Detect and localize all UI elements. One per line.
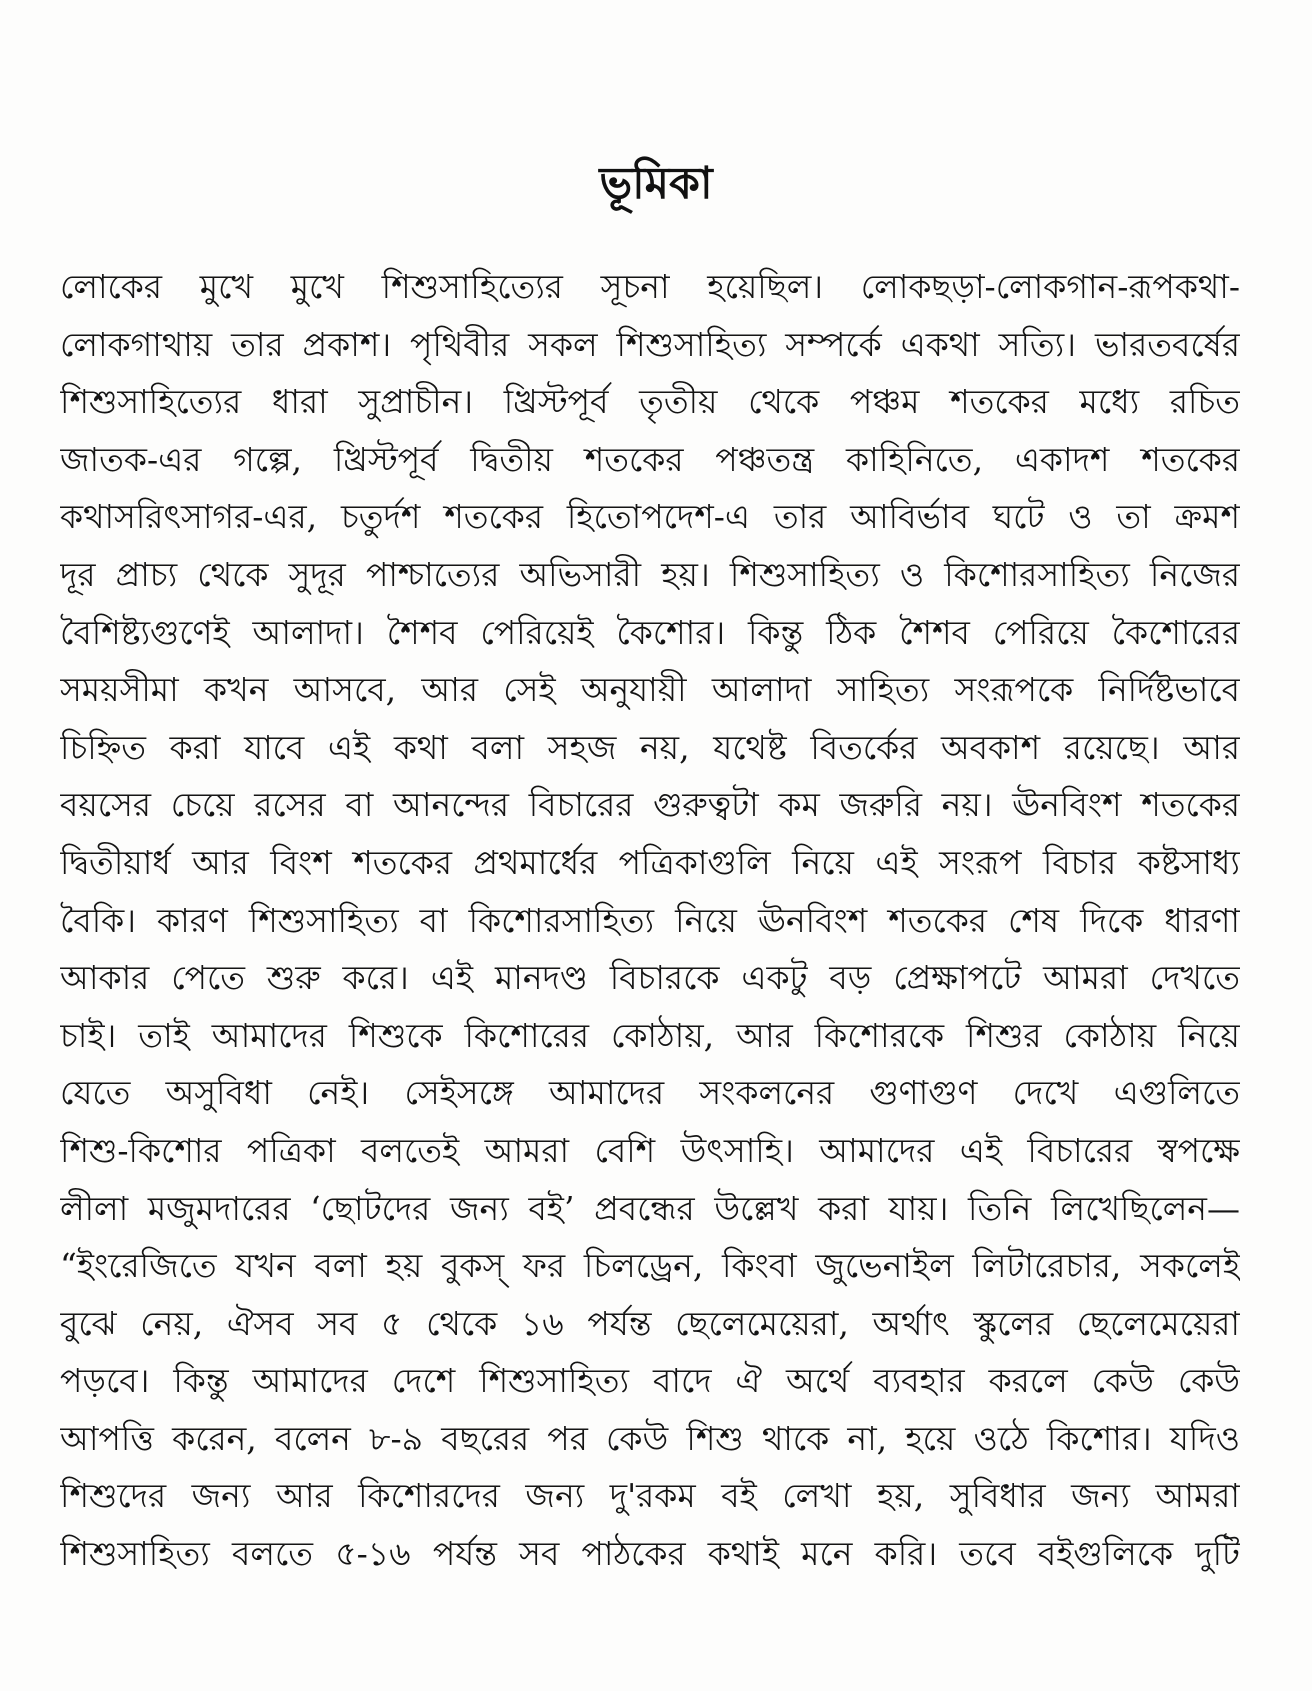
page-title: ভূমিকা [599,158,713,209]
text-line: বৈকি। কারণ শিশুসাহিত্য বা কিশোরসাহিত্য নিয়ে ঊনবিংশ শতকের শেষ দিকে ধারণা [60,900,1240,940]
text-line: আকার পেতে শুরু করে। এই মানদণ্ড বিচারকে একটু বড় প্রেক্ষাপটে আমরা দেখতে [60,958,1240,998]
text-line: যেতে অসুবিধা নেই। সেইসঙ্গে আমাদের সংকলনের গুণাগুণ দেখে এগুলিতে [60,1073,1240,1113]
text-line: বয়সের চেয়ে রসের বা আনন্দের বিচারের গুরুত্বটা কম জরুরি নয়। ঊনবিংশ শতকের [60,785,1240,825]
text-line: কথাসরিৎসাগর-এর, চতুর্দশ শতকের হিতোপদেশ-এ তার আবির্ভাব ঘটে ও তা ক্রমশ [60,497,1240,537]
text-line: “ইংরেজিতে যখন বলা হয় বুকস্ ফর চিলড্রেন, কিংবা জুভেনাইল লিটারেচার, সকলেই [60,1246,1240,1286]
text-line: পড়বে। কিন্তু আমাদের দেশে শিশুসাহিত্য বাদে ঐ অর্থে ব্যবহার করলে কেউ কেউ [60,1361,1240,1401]
text-line: শিশুসাহিত্যের ধারা সুপ্রাচীন। খ্রিস্টপূর্ব তৃতীয় থেকে পঞ্চম শতকের মধ্যে রচিত [60,382,1240,422]
text-line: দ্বিতীয়ার্ধ আর বিংশ শতকের প্রথমার্ধের পত্রিকাগুলি নিয়ে এই সংরূপ বিচার কষ্টসাধ্য [60,842,1240,882]
text-line: চাই। তাই আমাদের শিশুকে কিশোরের কোঠায়, আর কিশোরকে শিশুর কোঠায় নিয়ে [60,1015,1240,1055]
text-line: জাতক-এর গল্পে, খ্রিস্টপূর্ব দ্বিতীয় শতকের পঞ্চতন্ত্র কাহিনিতে, একাদশ শতকের [60,439,1240,479]
text-line: চিহ্নিত করা যাবে এই কথা বলা সহজ নয়, যথেষ্ট বিতর্কের অবকাশ রয়েছে। আর [60,727,1240,767]
body-paragraph [60,258,1240,1583]
text-line: সময়সীমা কখন আসবে, আর সেই অনুযায়ী আলাদা সাহিত্য সংরূপকে নির্দিষ্টভাবে [60,670,1240,710]
text-line: লোকগাথায় তার প্রকাশ। পৃথিবীর সকল শিশুসাহিত্য সম্পর্কে একথা সত্যি। ভারতবর্ষের [60,324,1240,364]
text-line: শিশু-কিশোর পত্রিকা বলতেই আমরা বেশি উৎসাহি। আমাদের এই বিচারের স্বপক্ষে [60,1130,1240,1170]
text-line: বুঝে নেয়, ঐসব সব ৫ থেকে ১৬ পর্যন্ত ছেলেমেয়েরা, অর্থাৎ স্কুলের ছেলেমেয়েরা [60,1303,1240,1343]
text-line: শিশুদের জন্য আর কিশোরদের জন্য দু'রকম বই লেখা হয়, সুবিধার জন্য আমরা [60,1476,1240,1516]
text-line: দূর প্রাচ্য থেকে সুদূর পাশ্চাত্যের অভিসারী হয়। শিশুসাহিত্য ও কিশোরসাহিত্য নিজের [60,554,1240,594]
text-line: আপত্তি করেন, বলেন ৮-৯ বছরের পর কেউ শিশু থাকে না, হয়ে ওঠে কিশোর। যদিও [60,1418,1240,1458]
text-line: শিশুসাহিত্য বলতে ৫-১৬ পর্যন্ত সব পাঠকের কথাই মনে করি। তবে বইগুলিকে দুটি [60,1534,1240,1574]
text-line: বৈশিষ্ট্যগুণেই আলাদা। শৈশব পেরিয়েই কৈশোর। কিন্তু ঠিক শৈশব পেরিয়ে কৈশোরের [60,612,1240,652]
text-line: লোকের মুখে মুখে শিশুসাহিত্যের সূচনা হয়েছিল। লোকছড়া-লোকগান-রূপকথা- [60,267,1240,306]
text-line: লীলা মজুমদারের ‘ছোটদের জন্য বই’ প্রবন্ধের উল্লেখ করা যায়। তিনি লিখেছিলেন— [60,1188,1240,1228]
